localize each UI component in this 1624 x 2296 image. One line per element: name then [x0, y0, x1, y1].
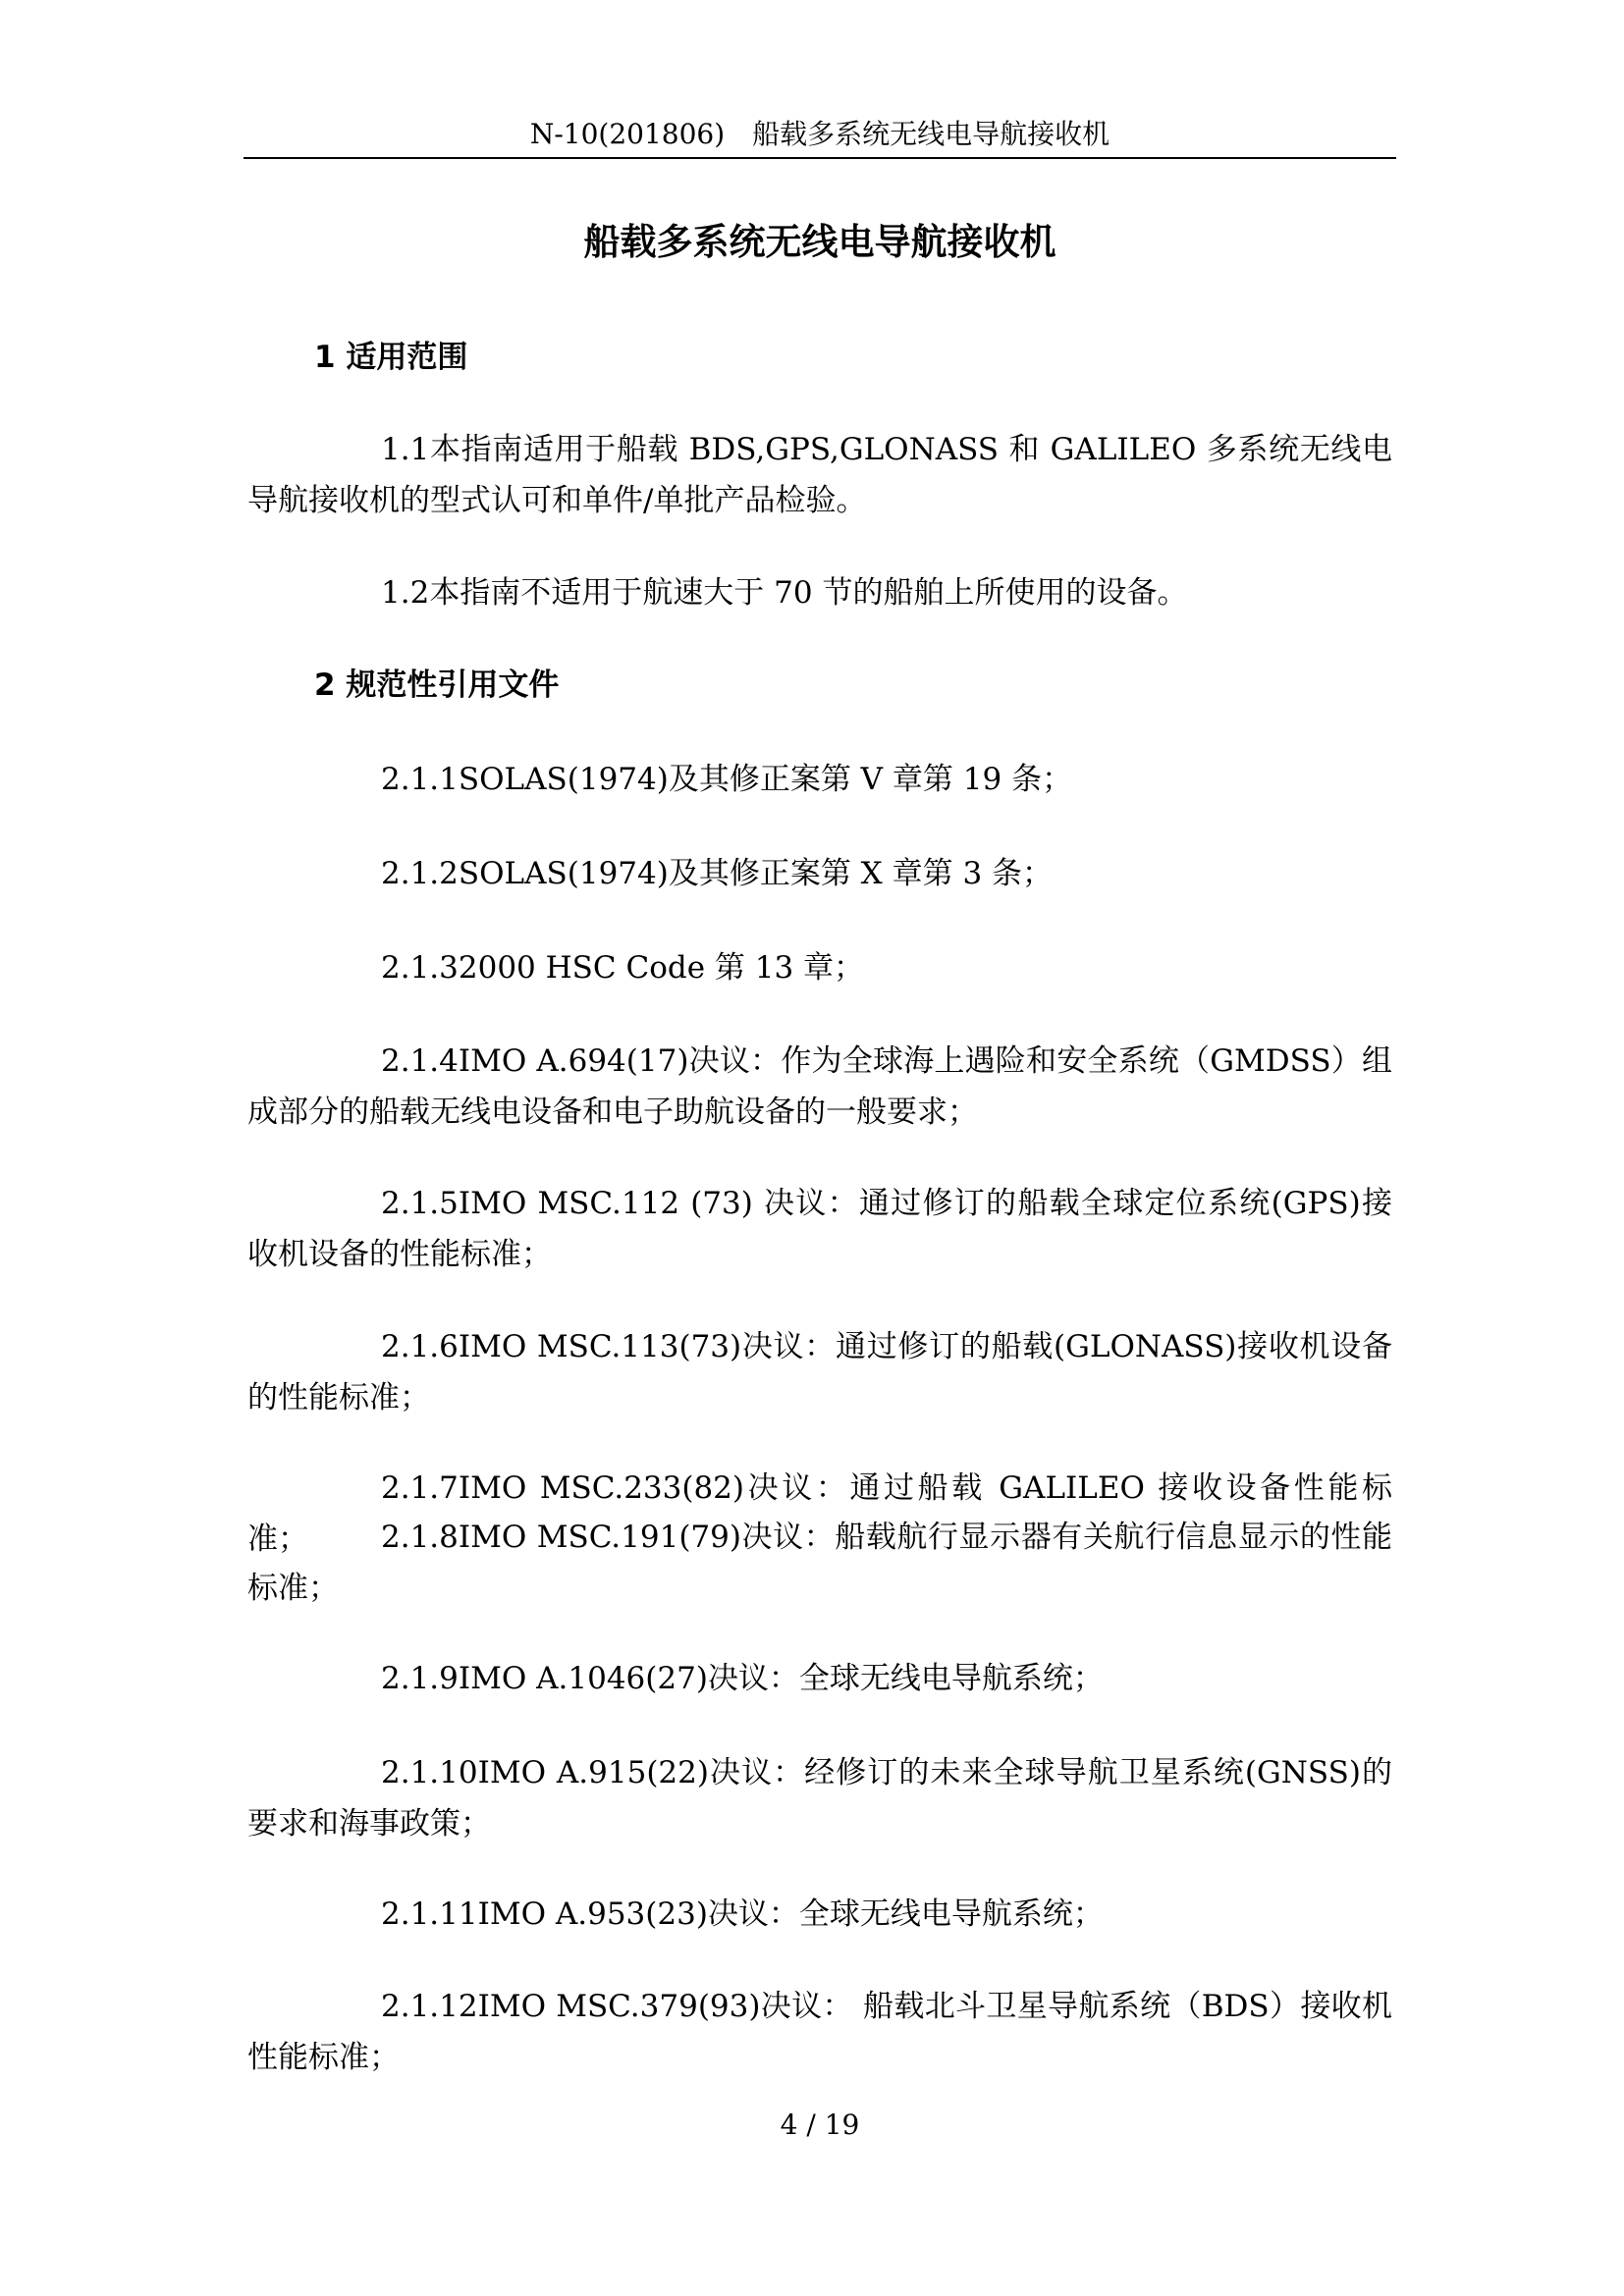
- clause-number: 2.1.4: [381, 1043, 459, 1079]
- clause-number: 2.1.5: [381, 1186, 459, 1221]
- header-divider: [244, 157, 1396, 159]
- clause-text: IMO A.1046(27)决议：全球无线电导航系统；: [458, 1661, 1104, 1696]
- paragraph-1-1: [247, 424, 1392, 526]
- page-number: 4 / 19: [780, 2109, 860, 2141]
- paragraph-1-2: [247, 567, 1392, 618]
- clause-number: 2.1.3: [381, 950, 459, 986]
- paragraph-2-1-5: [247, 1178, 1392, 1280]
- clause-text: IMO MSC.191(79)决议：船载航行显示器有关航行信息显示的性能标准；: [247, 1520, 1392, 1606]
- clause-text: 本指南不适用于航速大于 70 节的船舶上所使用的设备。: [429, 575, 1188, 611]
- clause-text: IMO A.915(22)决议：经修订的未来全球导航卫星系统(GNSS)的要求和海事政策；: [247, 1755, 1392, 1842]
- clause-number: 2.1.7: [381, 1470, 459, 1506]
- clause-text: IMO A.953(23)决议：全球无线电导航系统；: [477, 1896, 1104, 1932]
- clause-text: IMO MSC.112 (73) 决议：通过修订的船载全球定位系统(GPS)接收机设备的性能标准；: [247, 1186, 1392, 1272]
- paragraph-2-1-4: [247, 1036, 1392, 1138]
- document-title: 船载多系统无线电导航接收机: [583, 221, 1056, 263]
- clause-number: 2.1.12: [381, 1989, 478, 2024]
- section-heading-scope: 1 适用范围: [314, 340, 468, 375]
- clause-text: SOLAS(1974)及其修正案第 V 章第 19 条；: [458, 762, 1073, 797]
- clause-text: 本指南适用于船载 BDS,GPS,GLONASS 和 GALILEO 多系统无线电导航接收机的型式认可和单件/单批产品检验。: [247, 432, 1392, 518]
- clause-number: 1.1: [381, 432, 430, 467]
- clause-number: 2.1.9: [381, 1661, 459, 1696]
- paragraph-2-1-6: [247, 1321, 1392, 1423]
- clause-number: 2.1.10: [381, 1755, 478, 1790]
- clause-number: 1.2: [381, 575, 430, 611]
- paragraph-2-1-10: [247, 1747, 1392, 1849]
- clause-number: 2.1.1: [381, 762, 459, 797]
- page-header: N-10(201806) 船载多系统无线电导航接收机: [529, 118, 1110, 150]
- clause-text: SOLAS(1974)及其修正案第 X 章第 3 条；: [458, 856, 1054, 891]
- section-heading-references: 2 规范性引用文件: [314, 667, 560, 703]
- paragraph-2-1-12: [247, 1981, 1392, 2083]
- paragraph-2-1-11: [247, 1889, 1392, 1940]
- clause-text: 2000 HSC Code 第 13 章；: [458, 950, 865, 986]
- paragraph-2-1-8: [247, 1512, 1392, 1614]
- clause-text: IMO A.694(17)决议：作为全球海上遇险和安全系统（GMDSS）组成部分的船载无线电设备和电子助航设备的一般要求；: [247, 1043, 1392, 1130]
- paragraph-2-1-2: [247, 848, 1392, 899]
- clause-number: 2.1.2: [381, 856, 459, 891]
- clause-text: IMO MSC.113(73)决议：通过修订的船载(GLONASS)接收机设备的性能标准；: [247, 1329, 1392, 1415]
- clause-text: IMO MSC.379(93)决议： 船载北斗卫星导航系统（BDS）接收机性能标准；: [247, 1989, 1392, 2075]
- paragraph-2-1-1: [247, 754, 1392, 805]
- paragraph-2-1-9: [247, 1653, 1392, 1704]
- clause-number: 2.1.8: [381, 1520, 459, 1555]
- paragraph-2-1-3: [247, 942, 1392, 993]
- clause-number: 2.1.6: [381, 1329, 459, 1364]
- clause-text: IMO MSC.233(82)决议：通过船载 GALILEO 接收设备性能标准；: [247, 1470, 1392, 1557]
- clause-number: 2.1.11: [381, 1896, 478, 1932]
